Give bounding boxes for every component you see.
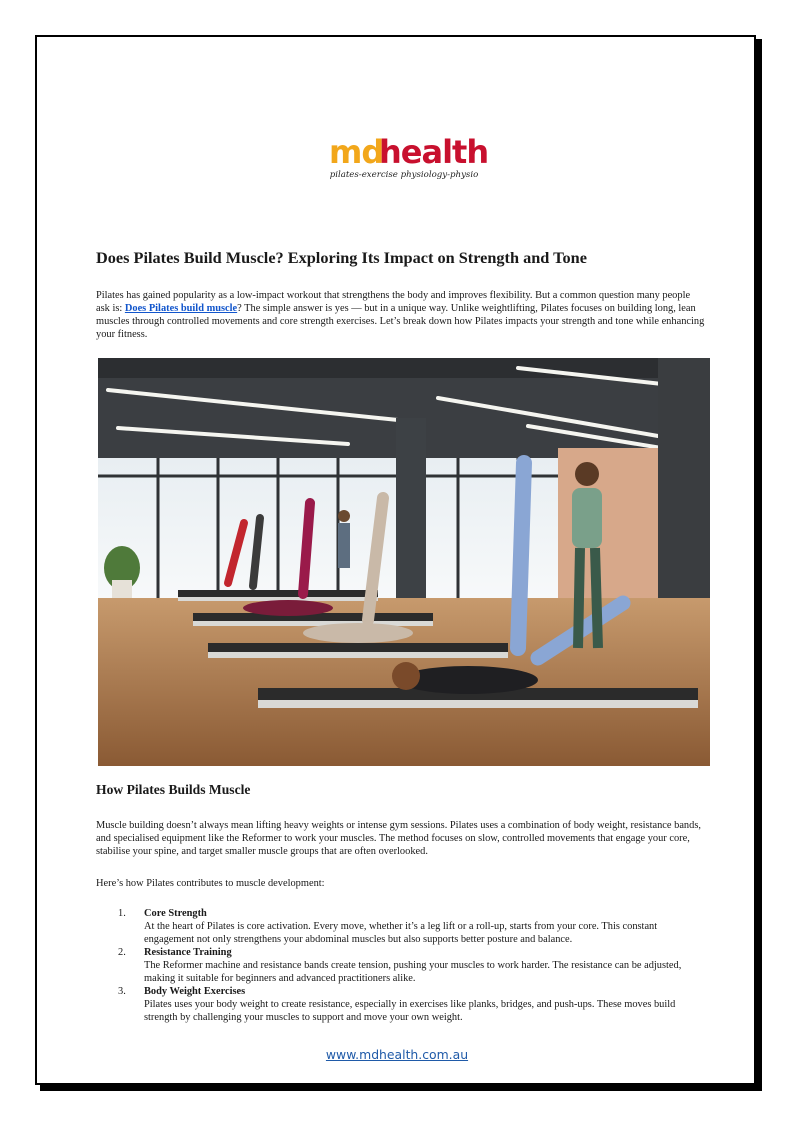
- list-item: [118, 985, 708, 1024]
- logo-md-text: md: [329, 133, 384, 171]
- list-intro: Here’s how Pilates contributes to muscle development:: [96, 878, 325, 889]
- intro-text-after: ? The simple answer is yes — but in a unique way. Unlike weightlifting, Pilates focuses on building long, lean muscles through controlled movements and core strength exercises. Let’s break down how Pilates impacts your strength and tone while enhancing your fitness.: [96, 303, 705, 340]
- list-number: 3.: [118, 986, 126, 997]
- pilates-class-image: [98, 358, 710, 766]
- website-link[interactable]: www.mdhealth.com.au: [325, 1047, 469, 1062]
- benefits-list: [118, 907, 708, 1024]
- section-heading: How Pilates Builds Muscle: [96, 782, 251, 797]
- article-title: Does Pilates Build Muscle? Exploring Its Impact on Strength and Tone: [96, 248, 587, 267]
- list-item-text: Pilates uses your body weight to create resistance, especially in exercises like planks, bridges, and push-ups. These moves build strength by challenging your muscles to support and move your own weight.: [144, 999, 676, 1023]
- pilates-illustration: [98, 358, 710, 766]
- section-paragraph: Muscle building doesn’t always mean lifting heavy weights or intense gym sessions. Pilates uses a combination of body weight, resistance bands, and specialised equipment like the Reformer to work your muscles. The method focuses on slow, controlled movements that engage your core, stabilise your spine, and target smaller muscle groups that are often overlooked.: [96, 820, 701, 857]
- list-item-text: The Reformer machine and resistance bands create tension, pushing your muscles to work harder. The resistance can be adjusted, making it suitable for beginners and advanced practitioners alike.: [144, 960, 682, 984]
- intro-text-before: Pilates has gained popularity as a low-impact workout that strengthens the body and improves flexibility. But a common question many people ask is:: [96, 290, 691, 314]
- list-item: [118, 946, 708, 985]
- list-item: [118, 907, 708, 946]
- intro-link[interactable]: Does Pilates build muscle: [124, 303, 238, 314]
- footer: [0, 1047, 794, 1062]
- list-number: 2.: [118, 947, 126, 958]
- list-item-title: Body Weight Exercises: [144, 986, 246, 997]
- intro-paragraph: [96, 289, 706, 341]
- mdhealth-logo: [329, 133, 489, 184]
- logo-health-text: health: [379, 133, 489, 171]
- list-item-title: Resistance Training: [144, 947, 232, 958]
- list-item-text: At the heart of Pilates is core activation. Every move, whether it’s a leg lift or a roll-up, starts from your core. This constant engagement not only strengthens your abdominal muscles but also supports better posture and balance.: [144, 921, 658, 945]
- logo-tagline: pilates-exercise physiology-physio: [329, 170, 479, 180]
- list-number: 1.: [118, 908, 126, 919]
- list-item-title: Core Strength: [144, 908, 207, 919]
